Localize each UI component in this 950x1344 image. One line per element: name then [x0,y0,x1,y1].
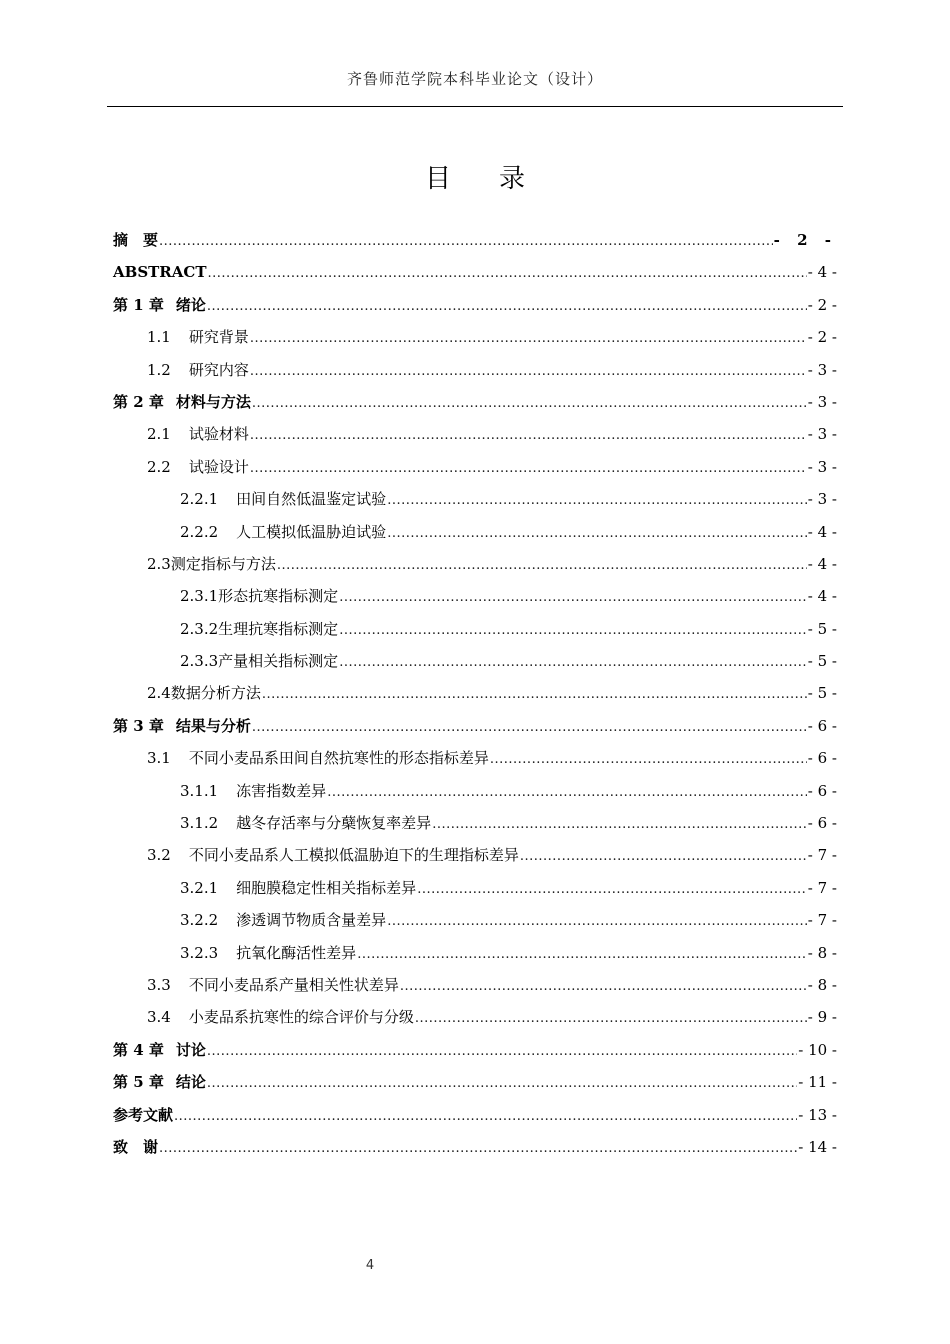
toc-dot-leader [250,453,807,485]
toc-entry-number: 1.2 [147,360,171,379]
toc-dot-leader [250,420,807,452]
toc-entry-page: - 11 - [798,1073,837,1092]
toc-entry-label: 绪论 [175,295,206,314]
toc-entry-label: 试验材料 [188,425,249,444]
toc-entry-label: 参考文献 [113,1105,174,1124]
toc-entry-number: 3.2.3 [180,943,219,962]
toc-entry[interactable] [113,969,837,1001]
toc-entry[interactable] [113,937,837,969]
toc-dot-leader [357,939,807,971]
toc-dot-leader [159,1133,797,1165]
toc-entry-page: - 4 - [807,263,837,282]
toc-dot-leader [339,582,807,614]
toc-dot-leader [432,809,807,841]
toc-entry[interactable] [113,580,837,612]
toc-entry-page: - 3 - [807,392,837,411]
toc-dot-leader [252,388,807,420]
toc-dot-leader [159,226,773,258]
toc-entry-number: 3.2.2 [180,911,219,930]
toc-entry-label: 抗氧化酶活性差异 [236,943,357,962]
toc-entry-page: - 8 - [807,943,837,962]
toc-entry-page: - 2 - [807,295,837,314]
toc-entry-label: 不同小麦品系产量相关性状差异 [188,975,399,994]
toc-entry-label: 材料与方法 [175,392,251,411]
toc-entry-label: 摘 要 [113,231,159,249]
toc-entry[interactable] [113,386,837,418]
running-header: 齐鲁师范学院本科毕业论文（设计） [346,70,603,88]
toc-entry-page: - 7 - [807,846,837,865]
toc-entry-number: 第 5 章 [113,1073,164,1092]
toc-entry-number: 2.3.3 [180,652,219,671]
toc-dot-leader [387,485,807,517]
toc-entry[interactable] [113,516,837,548]
toc-dot-leader [387,906,807,938]
toc-dot-leader [400,971,807,1003]
toc-dot-leader [415,1003,807,1035]
toc-entry[interactable] [113,548,837,580]
toc-dot-leader [327,777,807,809]
toc-title [0,158,950,195]
toc-entry[interactable] [113,742,837,774]
toc-entry-number: 2.2.1 [180,490,219,509]
toc-entry[interactable] [113,775,837,807]
toc-entry-number: 3.1.2 [180,814,219,833]
toc-entry-label: 细胞膜稳定性相关指标差异 [236,878,417,897]
toc-entry-label: 不同小麦品系田间自然抗寒性的形态指标差异 [188,749,489,768]
toc-entry-label: 致 谢 [113,1137,159,1156]
toc-dot-leader [174,1101,797,1133]
toc-dot-leader [339,647,807,679]
toc-dot-leader [520,841,807,873]
toc-entry-page: - 3 - [807,360,837,379]
toc-entry[interactable] [113,645,837,677]
toc-entry-number: 第 2 章 [113,392,164,411]
page-number: 4 [365,1258,375,1273]
toc-entry[interactable] [113,1001,837,1033]
toc-entry-page: - 4 - [807,587,837,606]
toc-entry-number: 第 4 章 [113,1040,164,1059]
toc-entry-page: - 2 - [807,328,837,347]
toc-entry-label: 讨论 [175,1040,206,1059]
toc-entry-page: - 9 - [807,1008,837,1027]
toc-dot-leader [250,323,807,355]
toc-dot-leader [207,1068,797,1100]
toc-entry-page: - 8 - [807,975,837,994]
toc-entry-label: ABSTRACT [113,263,207,282]
toc-entry[interactable] [113,354,837,386]
toc-dot-leader [207,291,807,323]
toc-entry[interactable] [113,710,837,742]
toc-entry-number: 2.2 [147,457,171,476]
toc-entry-label: 田间自然低温鉴定试验 [236,490,387,509]
toc-entry-number: 第 3 章 [113,716,164,735]
toc-entry-page: - 4 - [807,554,837,573]
toc-entry-page: - 5 - [807,652,837,671]
table-of-contents [113,224,837,1163]
toc-entry-label: 渗透调节物质含量差异 [236,911,387,930]
toc-entry-number: 3.4 [147,1008,171,1027]
toc-entry-label: 小麦品系抗寒性的综合评价与分级 [188,1008,414,1027]
toc-entry-label: 冻害指数差异 [236,781,327,800]
toc-entry-page: - 14 - [798,1137,837,1156]
toc-entry-label: 结果与分析 [175,716,251,735]
toc-entry[interactable] [113,807,837,839]
toc-entry-number: 第 1 章 [113,295,164,314]
toc-entry-number: 1.1 [147,328,171,347]
toc-entry-number: 2.3.2 [180,619,219,638]
toc-entry-page: - 10 - [798,1040,837,1059]
toc-entry-number: 3.2 [147,846,171,865]
toc-entry-page: - 6 - [807,814,837,833]
toc-entry-page: - 13 - [798,1105,837,1124]
toc-dot-leader [387,518,807,550]
toc-entry-number: 2.3.1 [180,587,219,606]
toc-entry-number: 3.1 [147,749,171,768]
toc-entry-label: 不同小麦品系人工模拟低温胁迫下的生理指标差异 [188,846,519,865]
toc-entry-page: - 6 - [807,749,837,768]
toc-entry-page: - 2 - [773,231,837,249]
toc-entry-label: 测定指标与方法 [170,554,276,573]
toc-entry-page: - 3 - [807,457,837,476]
toc-dot-leader [490,744,807,776]
toc-entry[interactable] [113,418,837,450]
toc-entry-label: 人工模拟低温胁迫试验 [236,522,387,541]
toc-entry[interactable] [113,256,837,288]
toc-dot-leader [417,874,807,906]
toc-dot-leader [252,712,807,744]
toc-entry-number: 3.3 [147,975,171,994]
toc-dot-leader [207,1036,797,1068]
toc-dot-leader [339,615,807,647]
toc-entry-label: 产量相关指标测定 [218,652,339,671]
toc-entry[interactable] [113,1099,837,1131]
toc-entry-label: 越冬存活率与分蘖恢复率差异 [236,814,432,833]
toc-entry-number: 3.2.1 [180,878,219,897]
toc-entry-number: 3.1.1 [180,781,219,800]
toc-entry-label: 数据分析方法 [170,684,261,703]
toc-entry[interactable] [113,321,837,353]
toc-entry[interactable] [113,677,837,709]
toc-entry-label: 试验设计 [188,457,249,476]
toc-title-char-1: 目 [424,164,451,194]
toc-entry-page: - 6 - [807,716,837,735]
toc-entry-page: - 6 - [807,781,837,800]
toc-entry-page: - 5 - [807,619,837,638]
toc-entry-number: 2.1 [147,425,171,444]
toc-entry[interactable] [113,451,837,483]
toc-entry-page: - 4 - [807,522,837,541]
toc-entry-label: 形态抗寒指标测定 [218,587,339,606]
toc-entry[interactable] [113,224,837,256]
toc-title-char-2: 录 [499,164,526,194]
toc-entry-label: 结论 [175,1073,206,1092]
toc-entry-number: 2.2.2 [180,522,219,541]
toc-entry-page: - 7 - [807,878,837,897]
toc-dot-leader [277,550,807,582]
toc-entry[interactable] [113,289,837,321]
toc-entry-label: 研究背景 [188,328,249,347]
toc-entry-label: 研究内容 [188,360,249,379]
toc-dot-leader [262,679,807,711]
toc-entry-number: 2.3 [147,554,171,573]
toc-entry-page: - 7 - [807,911,837,930]
toc-entry[interactable] [113,1066,837,1098]
toc-entry[interactable] [113,483,837,515]
toc-entry[interactable] [113,904,837,936]
toc-entry-label: 生理抗寒指标测定 [218,619,339,638]
toc-entry-page: - 3 - [807,425,837,444]
toc-entry-page: - 5 - [807,684,837,703]
toc-entry[interactable] [113,1034,837,1066]
toc-entry-page: - 3 - [807,490,837,509]
toc-entry-number: 2.4 [147,684,171,703]
toc-entry[interactable] [113,1131,837,1163]
toc-entry[interactable] [113,872,837,904]
toc-entry[interactable] [113,613,837,645]
toc-entry[interactable] [113,839,837,871]
toc-dot-leader [208,258,807,290]
header-rule [107,106,843,107]
toc-dot-leader [250,356,807,388]
